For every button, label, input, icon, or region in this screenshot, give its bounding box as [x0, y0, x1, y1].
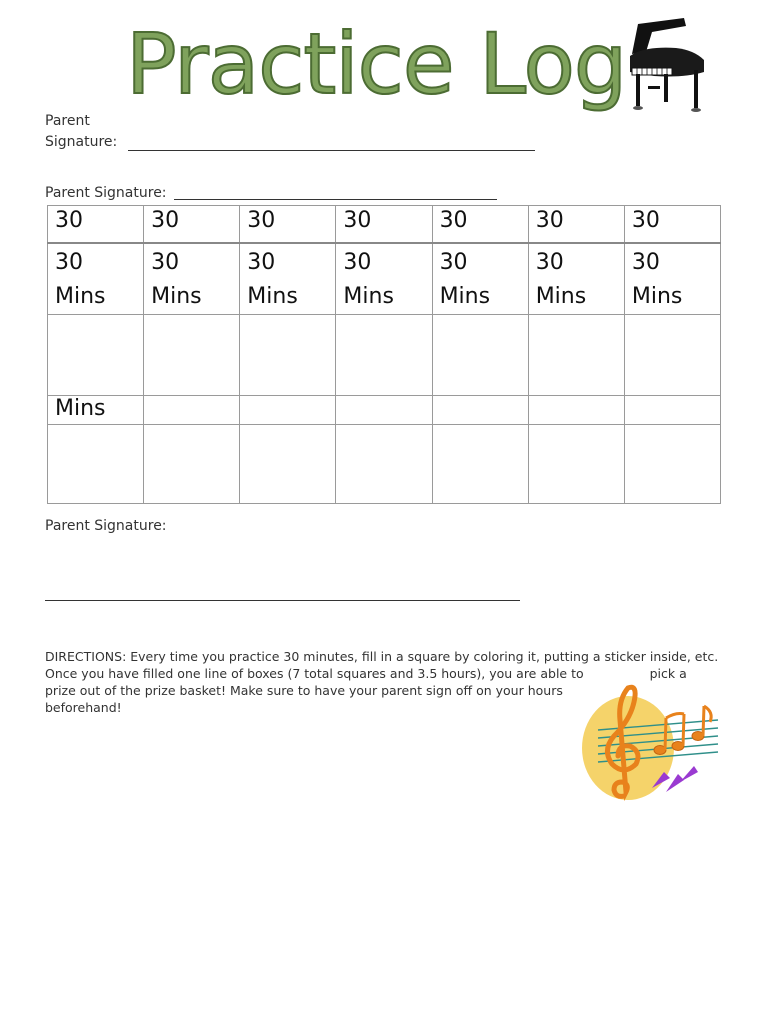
practice-cell[interactable]	[48, 425, 144, 504]
cell-number: 30	[343, 250, 372, 275]
directions-line: beforehand!	[45, 700, 122, 715]
practice-cell[interactable]	[240, 243, 336, 315]
practice-cell[interactable]: 30	[528, 206, 624, 244]
practice-cell[interactable]	[432, 396, 528, 425]
practice-cell[interactable]	[336, 315, 432, 396]
cell-unit: Mins	[535, 284, 587, 309]
practice-cell[interactable]	[144, 315, 240, 396]
cell-number: 30	[55, 250, 83, 275]
practice-cell[interactable]	[432, 315, 528, 396]
practice-cell[interactable]	[528, 243, 624, 315]
grand-piano-icon	[624, 16, 710, 116]
practice-cell[interactable]	[48, 243, 144, 315]
cell-unit: Mins	[439, 284, 491, 309]
practice-cell[interactable]: 30	[432, 206, 528, 244]
cell-unit: Mins	[343, 284, 394, 309]
practice-cell[interactable]	[144, 243, 240, 315]
directions-line: prize out of the prize basket! Make sure to have your parent sign off on your hours	[45, 683, 563, 698]
cell-number: 30	[151, 250, 180, 275]
practice-cell[interactable]	[624, 396, 720, 425]
signature-line-2[interactable]	[174, 199, 497, 200]
practice-cell[interactable]	[336, 425, 432, 504]
table-row	[48, 243, 721, 315]
practice-cell[interactable]	[624, 243, 720, 315]
cell-unit: Mins	[55, 284, 106, 309]
practice-cell[interactable]	[432, 425, 528, 504]
signature-line-3[interactable]	[45, 600, 520, 601]
practice-cell[interactable]: 30	[144, 206, 240, 244]
cell-number: 30	[535, 250, 564, 275]
practice-cell[interactable]	[528, 396, 624, 425]
practice-cell[interactable]	[48, 315, 144, 396]
cell-number: 30	[439, 250, 468, 275]
directions-line-part: pick a	[649, 666, 687, 681]
parent-signature-label-1b: Signature:	[45, 134, 118, 150]
parent-signature-label-2: Parent Signature:	[45, 185, 167, 201]
practice-log-table	[47, 205, 721, 499]
practice-cell[interactable]	[336, 396, 432, 425]
practice-cell[interactable]	[240, 396, 336, 425]
table-row	[48, 396, 721, 425]
directions-line-part: Once you have filled one line of boxes (7 total squares and 3.5 hours), you are able to	[45, 666, 584, 681]
signature-line-1[interactable]	[128, 150, 535, 151]
practice-cell[interactable]	[336, 243, 432, 315]
practice-cell[interactable]	[432, 243, 528, 315]
cell-unit: Mins	[151, 284, 202, 309]
cell-number: 30	[631, 250, 660, 275]
cell-unit: Mins	[247, 284, 298, 309]
directions-line: DIRECTIONS: Every time you practice 30 minutes, fill in a square by coloring it, putting a sticker inside, etc.	[45, 649, 719, 664]
table-row	[48, 206, 721, 244]
practice-cell[interactable]	[240, 425, 336, 504]
practice-cell[interactable]	[624, 315, 720, 396]
practice-cell[interactable]	[528, 425, 624, 504]
treble-clef-music-notes-icon	[580, 680, 720, 808]
practice-cell[interactable]	[240, 315, 336, 396]
table-row	[48, 425, 721, 504]
parent-signature-label-1: Parent	[45, 113, 90, 129]
cell-unit: Mins	[631, 284, 683, 309]
practice-cell[interactable]: 30	[336, 206, 432, 244]
cell-number: 30	[247, 250, 276, 275]
practice-cell[interactable]: 30	[48, 206, 144, 244]
practice-cell[interactable]	[624, 425, 720, 504]
practice-cell[interactable]	[144, 396, 240, 425]
practice-cell[interactable]	[144, 425, 240, 504]
practice-cell[interactable]: Mins	[48, 396, 144, 425]
practice-cell[interactable]	[528, 315, 624, 396]
parent-signature-label-3: Parent Signature:	[45, 518, 167, 534]
table-row	[48, 315, 721, 396]
practice-cell[interactable]: 30	[240, 206, 336, 244]
practice-cell[interactable]: 30	[624, 206, 720, 244]
page-title: Practice Log	[126, 15, 627, 113]
